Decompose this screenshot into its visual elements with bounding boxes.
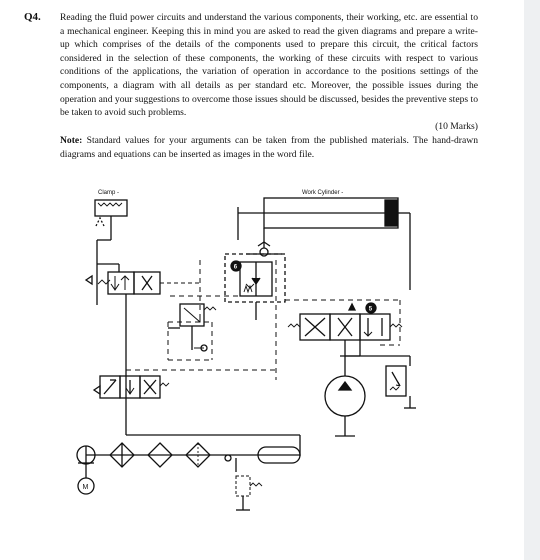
question-marks: (10 Marks) <box>435 120 478 132</box>
note-paragraph <box>60 134 478 161</box>
filter-chain <box>86 443 300 472</box>
relief-valve <box>376 356 416 408</box>
note-label: Note: <box>60 135 83 147</box>
svg-text:5: 5 <box>368 306 373 313</box>
motor-label: M <box>82 484 89 491</box>
note-text: Standard values for your arguments can be taken from the published materials. The hand-drawn diagrams and equations can be inserted as images in the word file. <box>60 135 478 160</box>
question-number: Q4. <box>24 11 41 23</box>
supply-lines <box>126 220 300 456</box>
question-text-block <box>60 11 478 162</box>
pilot-lines <box>126 260 400 385</box>
drain-valve <box>236 476 262 510</box>
question-body: Reading the fluid power circuits and understand the various components, their working, etc. are essential to a mechanical engineer. Keeping this in mind you are asked to read the given diagrams and prepare a write-up which comprises of the details of the components used to prepare this circuit, the critical factors considered in the selection of these components, the working of these circuits with respect to various conditions of the applications, the variation of operation in accordance to the positions settings of the components, a diagram with all details as per standard etc. Moreover, the possible issues during the operation and your suggestions to overcome those issues should be discussed, besides the preventive steps to be taken to avoid such problems. <box>60 12 478 119</box>
pressure-reducing-valve <box>168 304 216 351</box>
bypass-valve <box>94 376 169 398</box>
clamp-label: Clamp - <box>98 190 120 196</box>
motor-assembly <box>77 446 95 494</box>
main-directional-valve <box>288 303 402 356</box>
right-gutter <box>524 0 540 560</box>
clamp-cylinder <box>95 200 127 240</box>
hydraulic-pump <box>325 356 376 436</box>
svg-text:6: 6 <box>233 264 238 271</box>
hydraulic-circuit-diagram <box>0 180 524 560</box>
work-cylinder-label: Work Cylinder - <box>302 190 344 196</box>
clamp-directional-valve <box>86 240 200 305</box>
